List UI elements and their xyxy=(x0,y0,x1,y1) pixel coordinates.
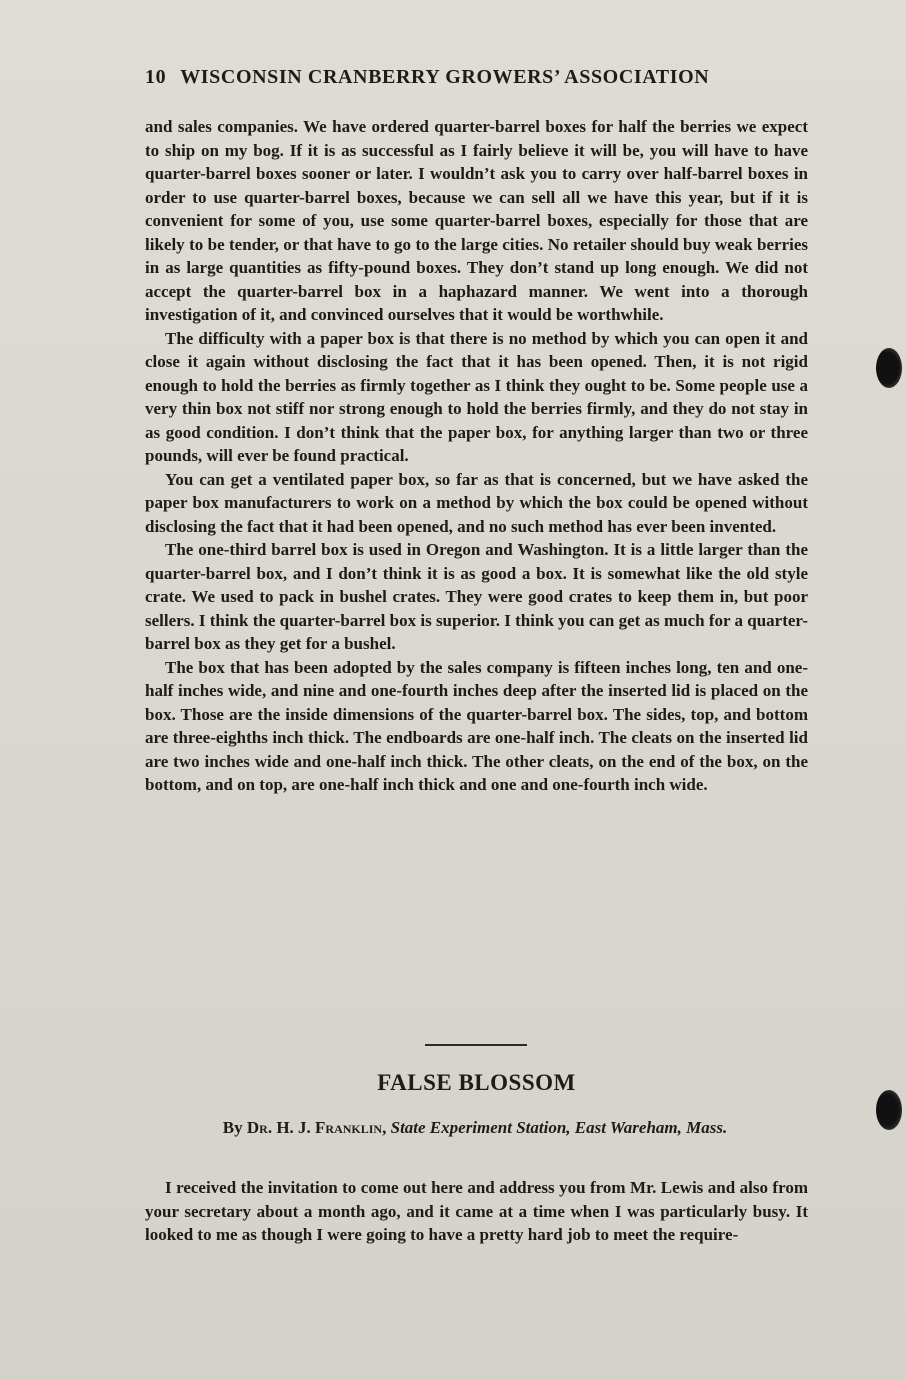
running-title: WISCONSIN CRANBERRY GROWERS’ ASSOCIATION xyxy=(180,66,710,88)
section-title: FALSE BLOSSOM xyxy=(377,1070,576,1095)
article-body xyxy=(145,1176,808,1247)
byline-by: By xyxy=(222,1118,243,1137)
paragraph: The box that has been adopted by the sales company is fifteen inches long, ten and one-half inches wide, and nine and one-fourth inches deep after the inserted lid is placed on the box. Those are the inside dimensions of the quarter-barrel box. The sides, top, and bottom are three-eighths inch thick. The endboards are one-half inch. The cleats on the inserted lid are two inches wide and one-half inch thick. The other cleats, on the end of the box, on the bottom, and on top, are one-half inch thick and one and one-fourth inch wide. xyxy=(145,657,808,794)
page-number: 10 xyxy=(145,66,167,88)
byline-affiliation: State Experiment Station, East Wareham, Mass. xyxy=(390,1118,728,1137)
paragraph: I received the invitation to come out here and address you from Mr. Lewis and also from your secretary about a month ago, and it came at a time when I was particularly busy. It looked to me as though I were going to have a pretty hard job to meet the require- xyxy=(145,1178,808,1244)
byline xyxy=(170,1116,780,1139)
paragraph: and sales companies. We have ordered quarter-barrel boxes for half the berries we expect to ship on my bog. If it is as successful as I fairly believe it will be, you will have to have quarter-barrel boxes sooner or later. I wouldn’t ask you to carry over half-barrel boxes in order to use quarter-barrel boxes, because we can sell all we have this year, but if it is convenient for some of you, use some quarter-barrel boxes, especially for those that are likely to be tender, or that have to go to the large cities. No retailer should buy weak berries in as large quantities as fifty-pound boxes. They don’t stand up long enough. We did not accept the quarter-barrel box in a haphazard manner. We went into a thorough investigation of it, and convinced ourselves that it would be worthwhile. xyxy=(145,117,808,324)
paragraph: The one-third barrel box is used in Oregon and Washington. It is a little larger than the quarter-barrel box, and I don’t think it is as good a box. It is somewhat like the old style crate. We used to pack in bushel crates. They were good crates to keep them in, but poor sellers. I think the quarter-barrel box is superior. I think you can get as much for a quarter-barrel box as they get for a bushel. xyxy=(145,540,808,653)
paragraph: You can get a ventilated paper box, so far as that is concerned, but we have asked the paper box manufacturers to work on a method by which the box could be opened without disclosing the fact that it had been opened, and no such method has ever been invented. xyxy=(145,469,808,536)
binding-hole-icon xyxy=(876,348,902,388)
byline-author: Dr. H. J. Franklin, xyxy=(246,1118,387,1137)
running-header xyxy=(145,66,785,89)
binding-hole-icon xyxy=(876,1090,902,1130)
section-divider xyxy=(425,1044,527,1046)
paragraph: The difficulty with a paper box is that there is no method by which you can open it and close it again without disclosing the fact that it has been opened. Then, it is not rigid enough to hold the berries as firmly together as I think they ought to be. Some people use a very thin box not stiff nor strong enough to hold the berries firmly, and they do not stay in as good condition. I don’t think that the paper box, for anything larger than two or three pounds, will ever be found practical. xyxy=(145,328,808,465)
article-body-continued xyxy=(145,115,808,797)
